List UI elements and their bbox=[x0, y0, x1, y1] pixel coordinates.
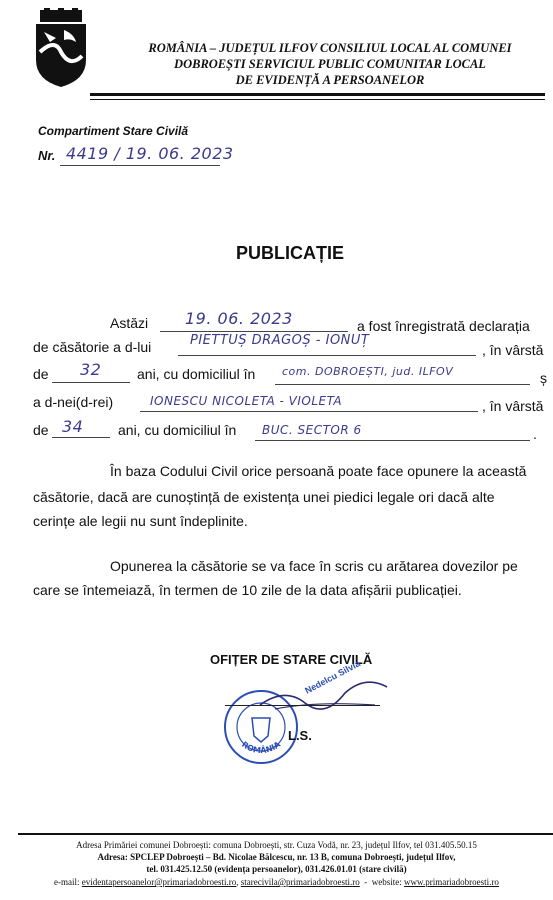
bride-address-line bbox=[255, 440, 530, 441]
groom-name: PIETTUȘ DRAGOȘ - IONUȚ bbox=[190, 333, 370, 348]
date-line bbox=[160, 331, 348, 332]
registration-nr-value: 4419 / 19. 06. 2023 bbox=[66, 144, 234, 163]
footer-contacts: e-mail: evidentapersoanelor@primariadobroesti.ro, starecivila@primariadobroesti.ro - website: www.primariadobroesti.ro bbox=[54, 877, 499, 887]
website-link[interactable]: www.primariadobroesti.ro bbox=[404, 877, 499, 887]
header-divider-thin bbox=[90, 99, 545, 100]
bride-address: BUC. SECTOR 6 bbox=[262, 423, 362, 437]
paragraph-2-line-2: care se întemeiază, în termen de 10 zile de la data afișării publicației. bbox=[33, 582, 462, 598]
bride-label: a d-nei(d-rei) bbox=[33, 394, 114, 410]
header-line-2: DOBROEȘTI SERVICIUL PUBLIC COMUNITAR LOCAL bbox=[174, 57, 486, 71]
footer-divider bbox=[18, 833, 553, 835]
registration-nr-line bbox=[60, 165, 220, 166]
website-label: website: bbox=[371, 877, 402, 887]
bride-address-end: . bbox=[533, 426, 537, 442]
signature-line bbox=[225, 705, 380, 706]
groom-age: 32 bbox=[80, 360, 102, 379]
groom-age-line bbox=[52, 382, 130, 383]
coat-of-arms-icon bbox=[30, 8, 92, 88]
groom-domicile-label: ani, cu domiciliul în bbox=[137, 366, 256, 382]
registered-text: a fost înregistrată declarația bbox=[357, 318, 530, 334]
email-link-1[interactable]: evidentapersoanelor@primariadobroesti.ro bbox=[81, 877, 237, 887]
groom-name-line bbox=[178, 355, 476, 356]
footer-line-1: Adresa Primăriei comunei Dobroești: comuna Dobroești, str. Cuza Vodă, nr. 23, județul Ilfov, tel 031.405.50.15 bbox=[76, 840, 477, 850]
groom-address-end: ș bbox=[540, 370, 547, 386]
bride-de-label: de bbox=[33, 422, 49, 438]
paragraph-1-line-2: căsătorie, dacă are cunoștință de existența unei piedici legale ori dacă alte bbox=[33, 489, 495, 505]
footer-line-2: Adresa: SPCLEP Dobroești – Bd. Nicolae Bălcescu, nr. 13 B, comuna Dobroești, județul Ilfov, bbox=[97, 852, 456, 862]
paragraph-2-line-1: Opunerea la căsătorie se va face în scris cu arătarea dovezilor pe bbox=[110, 558, 518, 574]
groom-address-line bbox=[275, 384, 530, 385]
astazi-label: Astăzi bbox=[110, 315, 149, 331]
footer-line-3: tel. 031.425.12.50 (evidența persoanelor), 031.426.01.01 (stare civilă) bbox=[146, 864, 407, 874]
stamp-text: ROMÂNIA bbox=[240, 739, 283, 756]
page-title: PUBLICAȚIE bbox=[236, 243, 344, 263]
signature-stamp-name: Nedelcu Silvia bbox=[303, 658, 362, 696]
groom-address: com. DOBROEȘTI, jud. ILFOV bbox=[282, 365, 454, 378]
groom-de-label: de bbox=[33, 366, 49, 382]
ls-label: L.S. bbox=[288, 728, 312, 743]
bride-name-line bbox=[140, 411, 478, 412]
paragraph-1-line-3: cerințe ale legii nu sunt îndeplinite. bbox=[33, 513, 248, 529]
bride-age-label: , în vârstă bbox=[482, 398, 544, 414]
registration-nr-label: Nr. bbox=[38, 148, 56, 163]
header-line-3: DE EVIDENȚĂ A PERSOANELOR bbox=[235, 73, 425, 87]
bride-domicile-label: ani, cu domiciliul în bbox=[118, 422, 237, 438]
marriage-label: de căsătorie a d-lui bbox=[33, 339, 152, 355]
declaration-date: 19. 06. 2023 bbox=[185, 309, 293, 328]
email-link-2[interactable]: starecivila@primariadobroesti.ro bbox=[240, 877, 360, 887]
email-label: e-mail: bbox=[54, 877, 80, 887]
bride-name: IONESCU NICOLETA - VIOLETA bbox=[150, 394, 343, 408]
officer-title: OFIȚER DE STARE CIVILĂ bbox=[210, 652, 373, 667]
department-label: Compartiment Stare Civilă bbox=[38, 124, 189, 138]
bride-age-line bbox=[52, 437, 110, 438]
header-divider bbox=[90, 93, 545, 96]
paragraph-1-line-1: În baza Codului Civil orice persoană poate face opunere la această bbox=[110, 463, 527, 479]
bride-age: 34 bbox=[62, 417, 84, 436]
handwritten-signature bbox=[255, 675, 395, 725]
header-line-1: ROMÂNIA – JUDEȚUL ILFOV CONSILIUL LOCAL AL COMUNEI bbox=[148, 41, 512, 55]
groom-age-label: , în vârstă bbox=[482, 342, 544, 358]
